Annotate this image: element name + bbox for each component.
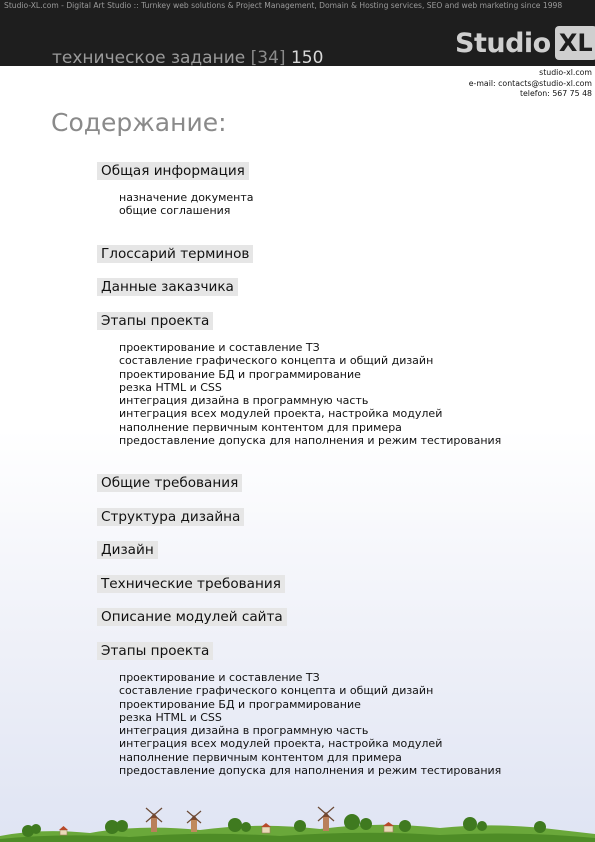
windmill-icon [187, 811, 201, 832]
document-title-text: техническое задание [52, 48, 246, 68]
toc-subitem: назначение документа [119, 191, 254, 204]
toc-subitem: составление графического концепта и общий дизайн [119, 354, 434, 368]
toc-subitem: проектирование и составление ТЗ [119, 341, 320, 354]
toc-subitem: предоставление допуска для наполнения и режим тестирования [119, 434, 502, 448]
document-bracket-open: [ [250, 48, 258, 68]
site-tagline: Studio-XL.com - Digital Art Studio :: Turnkey web solutions & Project Management, Domain & Hosting services, SEO and web marketing since 1998 [4, 1, 563, 10]
toc-sublist-stages [119, 341, 501, 447]
toc-subitem: резка HTML и CSS [119, 380, 222, 394]
header-bar [0, 0, 595, 66]
toc-section-design: Дизайн [97, 541, 158, 559]
toc-subitem: проектирование и составление ТЗ [119, 671, 320, 684]
document-title [52, 48, 323, 68]
logo-badge: XL [555, 26, 595, 60]
toc-section-general-requirements: Общие требования [97, 474, 242, 492]
toc-subitem: интеграция дизайна в программную часть [119, 394, 369, 408]
toc-subitem: составление графического концепта и общий дизайн [119, 684, 434, 698]
contents-heading: Содержание: [51, 108, 227, 137]
toc-section-general: Общая информация [97, 162, 249, 180]
document-number: 34 [257, 48, 279, 68]
contact-site: studio-xl.com [539, 68, 592, 77]
toc-subitem: резка HTML и CSS [119, 710, 222, 724]
contact-phone: telefon: 567 75 48 [519, 89, 592, 98]
toc-subitem: предоставление допуска для наполнения и режим тестирования [119, 764, 502, 778]
document-bracket-close: ] [278, 48, 286, 68]
logo-word: Studio [455, 27, 551, 59]
toc-subitem: интеграция дизайна в программную часть [119, 724, 369, 738]
toc-section-stages-2: Этапы проекта [97, 642, 213, 660]
document-page: 150 [290, 48, 324, 68]
windmill-icon [318, 807, 334, 831]
toc-subitem: проектирование БД и программирование [119, 697, 361, 711]
landscape-illustration [0, 800, 595, 842]
toc-section-glossary: Глоссарий терминов [97, 245, 253, 263]
toc-subitem: наполнение первичным контентом для примера [119, 420, 402, 434]
toc-section-customer: Данные заказчика [97, 278, 238, 296]
contact-block [469, 68, 592, 100]
toc-sublist-stages-2 [119, 671, 501, 777]
toc-sublist-general [119, 191, 253, 218]
toc-subitem: проектирование БД и программирование [119, 367, 361, 381]
toc-subitem: интеграция всех модулей проекта, настройка модулей [119, 407, 443, 421]
toc-section-technical-requirements: Технические требования [97, 575, 285, 593]
toc-section-design-structure: Структура дизайна [97, 508, 244, 526]
toc-section-modules: Описание модулей сайта [97, 608, 287, 626]
toc-section-stages: Этапы проекта [97, 312, 213, 330]
studio-logo [455, 26, 595, 60]
toc-subitem: наполнение первичным контентом для примера [119, 750, 402, 764]
landscape-svg [0, 800, 595, 842]
contact-email: e-mail: contacts@studio-xl.com [468, 78, 592, 88]
toc-subitem: интеграция всех модулей проекта, настройка модулей [119, 737, 443, 751]
toc-subitem: общие соглашения [119, 204, 231, 218]
